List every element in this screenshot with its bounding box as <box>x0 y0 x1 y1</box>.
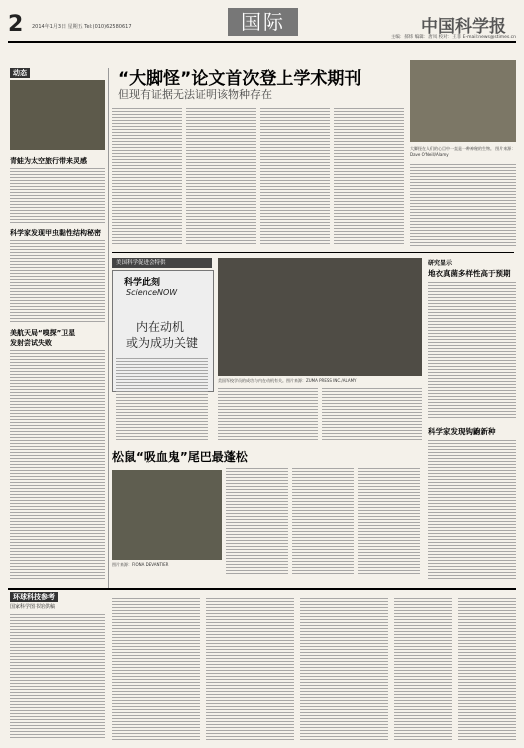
page-number: 2 <box>8 12 24 37</box>
sciencenow-logo-cn: 科学此刻 <box>124 278 161 288</box>
right-body <box>428 280 516 420</box>
sciencenow-headline2: 或为成功关键 <box>126 336 199 350</box>
header-rule <box>8 41 516 43</box>
bottom-col5 <box>394 596 452 740</box>
vampire-body-col3 <box>358 466 420 576</box>
main-body-col1 <box>112 106 182 246</box>
vampire-body-col2 <box>292 466 354 576</box>
bottom-col6 <box>458 596 516 740</box>
story3-title-line1: 美航天局“嗅探”卫星 <box>10 329 76 337</box>
bottom-rule <box>8 588 516 590</box>
bottom-col4 <box>300 596 388 740</box>
masthead-logo: 中国科学报 <box>421 17 506 37</box>
story1-body <box>10 166 105 224</box>
news-tag: 动态 <box>10 68 30 78</box>
sciencenow-headline1: 内在动机 <box>136 320 185 334</box>
bottom-section-tag: 环球科技参考 <box>10 592 58 602</box>
cadets-caption: 美国军校学员的成功与内在动机有关。图片来源：ZUMA PRESS INC./ALAMY <box>218 378 357 383</box>
vampire-body-col1 <box>226 466 288 576</box>
sciencenow-body-col3 <box>322 386 422 442</box>
bottom-col2 <box>112 596 200 740</box>
sciencenow-body-col2 <box>218 386 318 442</box>
bottom-col3 <box>206 596 294 740</box>
bottom-col1 <box>10 612 105 740</box>
main-headline: “大脚怪”论文首次登上学术期刊 <box>118 69 362 89</box>
story2-body <box>10 238 105 322</box>
squirrel-photo <box>112 470 222 560</box>
squirrel-caption: 图片来源：FIONA DEVANTIER <box>112 562 169 567</box>
right-title2: 科学家发现钩鼩新种 <box>428 427 496 436</box>
right-title: 地衣真菌多样性高于预期 <box>428 269 511 278</box>
main-body-col2 <box>186 106 256 246</box>
section-rule <box>112 252 514 253</box>
main-subtitle: 但现有证据无法证明该物种存在 <box>118 88 272 101</box>
story1-title: 青蛙为太空旅行带来灵感 <box>10 157 87 165</box>
right-tag: 研究显示 <box>428 260 453 267</box>
cadets-photo <box>218 258 422 376</box>
main-body-col5 <box>410 162 516 246</box>
sciencenow-body <box>116 356 208 442</box>
section-title: 国际 <box>228 8 298 36</box>
story2-title: 科学家发现甲虫黏性结构秘密 <box>10 229 101 237</box>
column-divider <box>108 68 109 588</box>
sciencenow-logo-en: ScienceNOW <box>126 288 178 297</box>
main-body-col4 <box>334 106 404 246</box>
date-line: 2014年1月3日 星期五 Tel:(010)62580617 <box>32 24 132 30</box>
bottom-source: 国家科学图书馆供稿 <box>10 604 56 610</box>
main-body-col3 <box>260 106 330 246</box>
sciencenow-bar: 美国科学促进会特供 <box>112 258 212 268</box>
right-body2 <box>428 438 516 580</box>
bigfoot-photo <box>410 60 516 142</box>
editor-info: 主编：郝炜 编辑：唐凤 校对：王菲 E-mail:news@stimes.cn <box>390 35 516 40</box>
bigfoot-caption: 大脚怪在人们的心目中一直是一种神秘的生物。 图片来源：Dave O'Neill/Alamy <box>410 146 516 157</box>
frog-photo <box>10 80 105 150</box>
story3-title-line2: 发射尝试失败 <box>10 339 52 347</box>
vampire-headline: 松鼠“吸血鬼”尾巴最蓬松 <box>112 450 248 464</box>
story3-body <box>10 348 105 580</box>
